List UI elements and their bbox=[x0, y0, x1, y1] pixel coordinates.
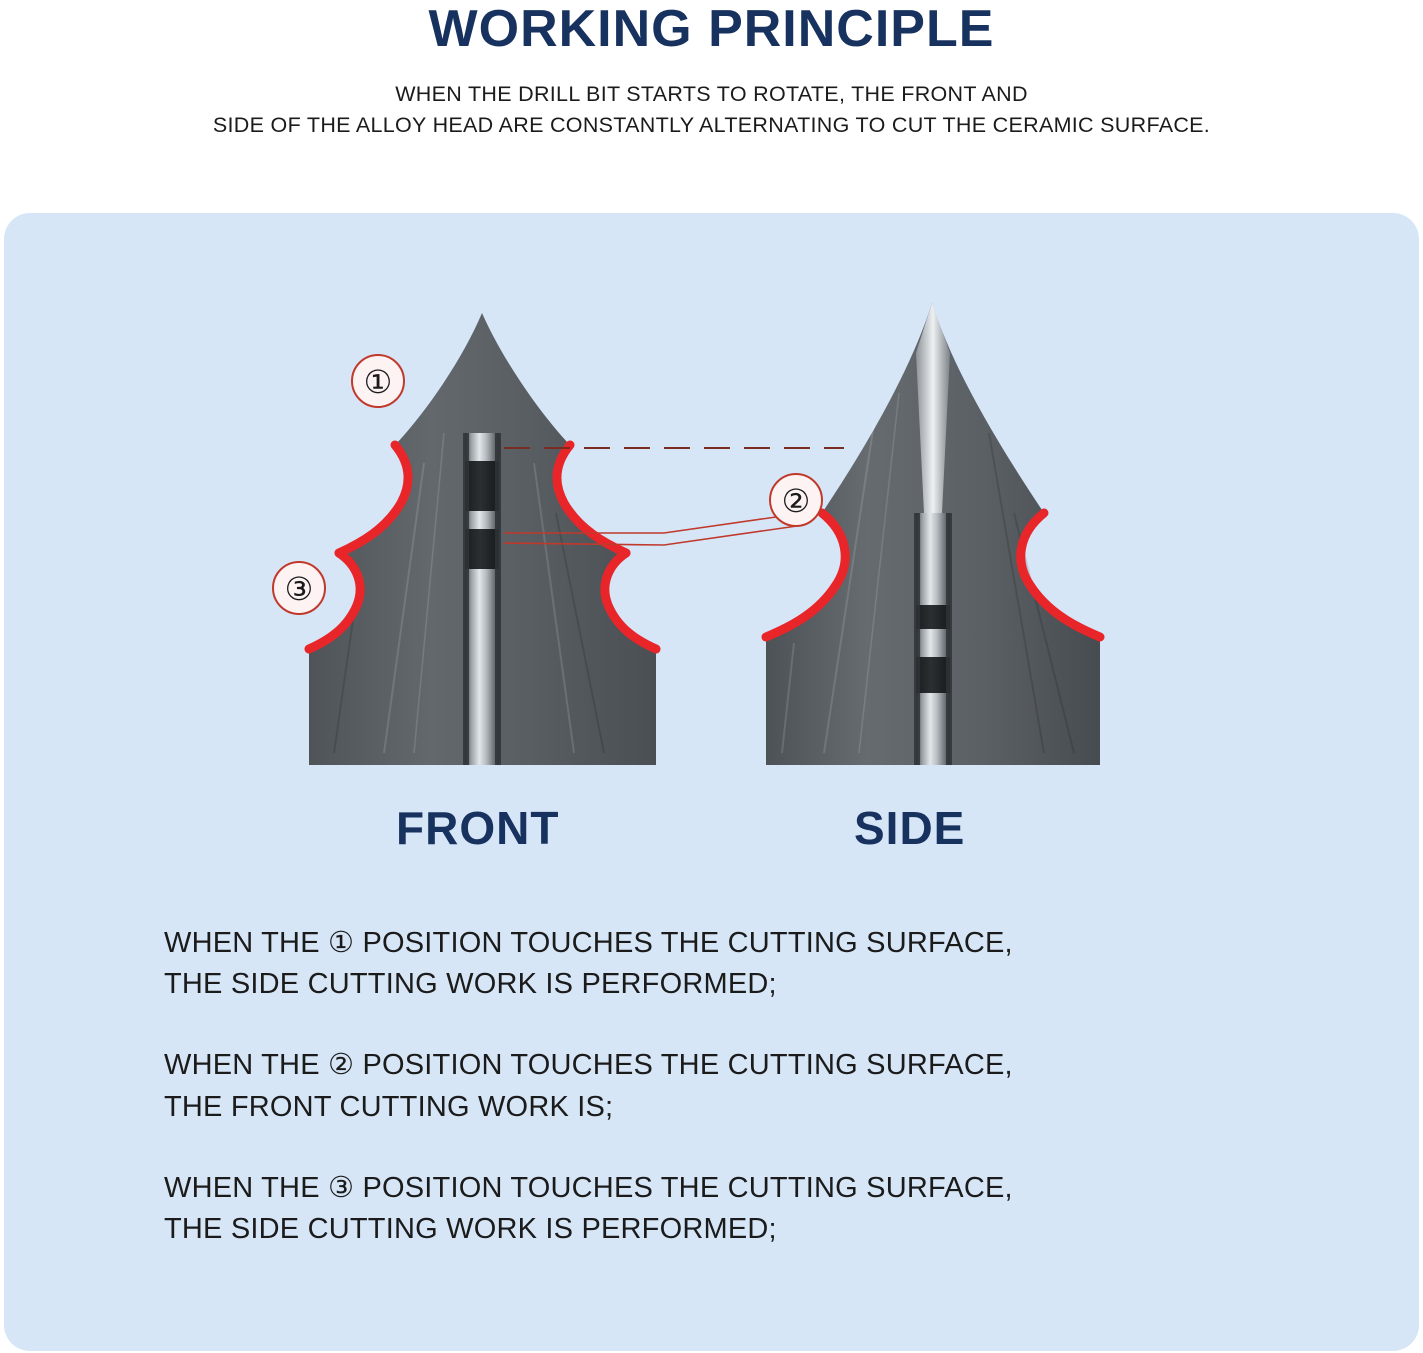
note-2-line2: THE FRONT CUTTING WORK IS; bbox=[164, 1090, 614, 1123]
side-center-shaft bbox=[916, 513, 950, 765]
note-3-symbol: ③ bbox=[328, 1171, 355, 1204]
page-title: WORKING PRINCIPLE bbox=[428, 0, 995, 58]
note-1-symbol: ① bbox=[328, 927, 355, 959]
front-shaft-edge-right bbox=[495, 433, 501, 765]
callout-2 bbox=[770, 474, 822, 526]
label-front: FRONT bbox=[396, 802, 560, 854]
front-shaft-edge-left bbox=[463, 433, 469, 765]
side-shaft-edge-right bbox=[946, 513, 952, 765]
subtitle-line-1: WHEN THE DRILL BIT STARTS TO ROTATE, THE FRONT AND bbox=[395, 81, 1028, 106]
note-2-rest: POSITION TOUCHES THE CUTTING SURFACE, bbox=[354, 1049, 1013, 1082]
note-1-prefix: WHEN THE bbox=[164, 927, 328, 959]
drill-bit-diagram bbox=[4, 213, 1419, 873]
svg-text:①: ① bbox=[363, 364, 393, 400]
note-item bbox=[164, 1045, 1294, 1127]
note-2-symbol: ② bbox=[328, 1049, 355, 1082]
note-2-prefix: WHEN THE bbox=[164, 1049, 328, 1082]
side-shaft-edge-left bbox=[914, 513, 920, 765]
side-shaft-band-upper bbox=[916, 605, 950, 629]
side-shaft-band-lower bbox=[916, 657, 950, 693]
header-subtitle bbox=[0, 79, 1423, 141]
label-side: SIDE bbox=[854, 802, 966, 854]
callout-1 bbox=[352, 355, 404, 407]
note-3-prefix: WHEN THE bbox=[164, 1171, 328, 1204]
note-3-rest: POSITION TOUCHES THE CUTTING SURFACE, bbox=[354, 1171, 1013, 1204]
side-view-drawing bbox=[766, 303, 1100, 765]
note-1-rest: POSITION TOUCHES THE CUTTING SURFACE, bbox=[354, 927, 1013, 959]
note-3-line2: THE SIDE CUTTING WORK IS PERFORMED; bbox=[164, 1212, 777, 1245]
notes-list bbox=[164, 923, 1294, 1290]
subtitle-line-2: SIDE OF THE ALLOY HEAD ARE CONSTANTLY ALTERNATING TO CUT THE CERAMIC SURFACE. bbox=[212, 112, 1211, 137]
content-panel bbox=[4, 213, 1419, 1351]
svg-text:②: ② bbox=[781, 483, 811, 519]
front-shaft-band-lower bbox=[465, 529, 499, 569]
note-1-line2: THE SIDE CUTTING WORK IS PERFORMED; bbox=[164, 968, 777, 1001]
header bbox=[0, 0, 1423, 141]
note-item bbox=[164, 1168, 1294, 1250]
front-shaft-band-upper bbox=[465, 461, 499, 511]
note-item bbox=[164, 923, 1294, 1005]
callout-3 bbox=[273, 562, 325, 614]
svg-text:③: ③ bbox=[284, 571, 314, 607]
